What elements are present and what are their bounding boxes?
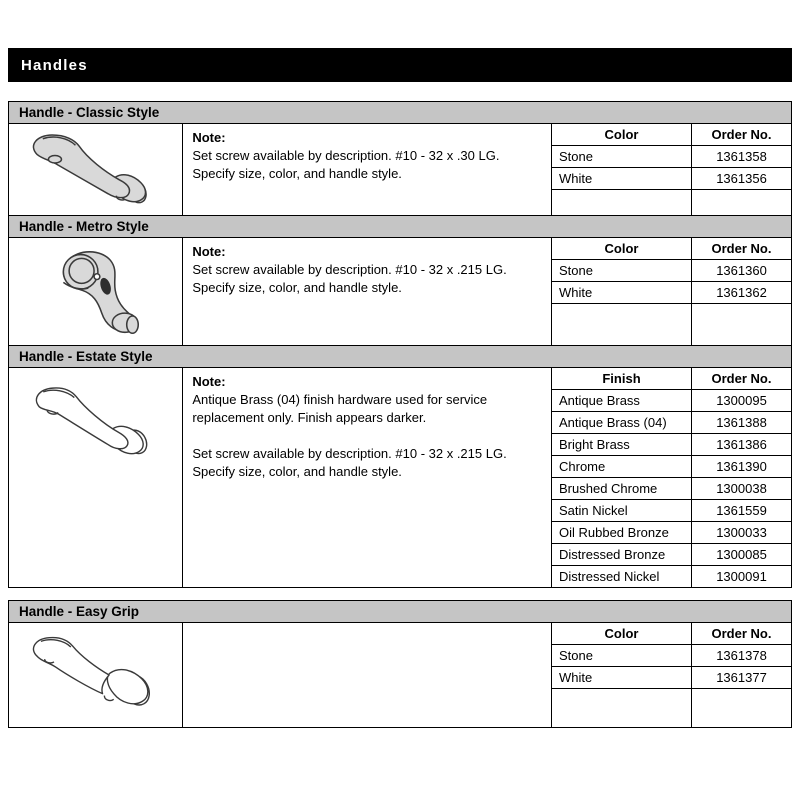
- note-text: Set screw available by description. #10 - 32 x .215 LG. Specify size, color, and handle style.: [192, 445, 507, 479]
- table-row: [552, 260, 791, 282]
- section-body: [8, 124, 792, 217]
- table-row: [552, 544, 791, 566]
- section-body: [8, 238, 792, 347]
- order-cell: 1361360: [692, 260, 791, 282]
- order-cell: 1361388: [692, 412, 791, 434]
- table-filler: [552, 304, 791, 346]
- section-body: [8, 623, 792, 728]
- note-text: Set screw available by description. #10 - 32 x .30 LG. Specify size, color, and handle style.: [192, 147, 500, 181]
- table-row: [552, 500, 791, 522]
- table-row: [552, 412, 791, 434]
- easy-grip-note-cell: [183, 623, 552, 727]
- note-text: Antique Brass (04) finish hardware used for service replacement only. Finish appears darker.: [192, 391, 488, 425]
- section-title: Handle - Metro Style: [19, 219, 149, 234]
- table-row: [552, 522, 791, 544]
- page-title-bar: [8, 48, 792, 82]
- finish-cell: Stone: [552, 146, 692, 168]
- note-text: Set screw available by description. #10 - 32 x .215 LG. Specify size, color, and handle style.: [192, 261, 507, 295]
- table-filler: [552, 190, 791, 216]
- classic-parts-table: [552, 124, 791, 216]
- order-cell: 1361356: [692, 168, 791, 190]
- estate-handle-illustration: [30, 384, 162, 462]
- table-row: [552, 667, 791, 689]
- metro-parts-table: [552, 238, 791, 346]
- metro-handle-illustration: [37, 244, 155, 340]
- order-cell: 1361362: [692, 282, 791, 304]
- table-row: [552, 566, 791, 588]
- order-cell: 1361386: [692, 434, 791, 456]
- finish-cell: White: [552, 667, 692, 689]
- section-metro-style: [8, 215, 792, 347]
- finish-cell: Bright Brass: [552, 434, 692, 456]
- order-cell: 1300095: [692, 390, 791, 412]
- order-cell: 1361390: [692, 456, 791, 478]
- finish-cell: Distressed Bronze: [552, 544, 692, 566]
- table-filler: [552, 689, 791, 727]
- column-header-color: Color: [552, 623, 692, 645]
- column-header-order: Order No.: [692, 623, 791, 645]
- section-header: [8, 101, 792, 124]
- classic-handle-image-cell: [9, 124, 183, 216]
- finish-cell: Oil Rubbed Bronze: [552, 522, 692, 544]
- table-row: [552, 146, 791, 168]
- note-label: Note:: [192, 244, 226, 259]
- order-cell: 1300085: [692, 544, 791, 566]
- metro-note-cell: [183, 238, 552, 346]
- section-header: [8, 345, 792, 368]
- order-cell: 1361358: [692, 146, 791, 168]
- column-header-color: Color: [552, 124, 692, 146]
- section-classic-style: [8, 101, 792, 217]
- table-header-row: [552, 368, 791, 390]
- section-easy-grip: [8, 600, 792, 728]
- estate-note-cell: [183, 368, 552, 587]
- section-header: [8, 600, 792, 623]
- note-label: Note:: [192, 374, 226, 389]
- easy-grip-handle-image-cell: [9, 623, 183, 727]
- finish-cell: Stone: [552, 645, 692, 667]
- classic-handle-illustration: [26, 130, 166, 210]
- table-header-row: [552, 124, 791, 146]
- order-cell: 1361377: [692, 667, 791, 689]
- table-row: [552, 282, 791, 304]
- order-cell: 1300038: [692, 478, 791, 500]
- finish-cell: Brushed Chrome: [552, 478, 692, 500]
- finish-cell: White: [552, 282, 692, 304]
- finish-cell: Antique Brass: [552, 390, 692, 412]
- column-header-color: Color: [552, 238, 692, 260]
- order-cell: 1361378: [692, 645, 791, 667]
- note-label: Note:: [192, 130, 226, 145]
- section-title: Handle - Easy Grip: [19, 604, 140, 619]
- finish-cell: Satin Nickel: [552, 500, 692, 522]
- order-cell: 1300091: [692, 566, 791, 588]
- table-header-row: [552, 238, 791, 260]
- column-header-order: Order No.: [692, 368, 791, 390]
- easy-grip-parts-table: [552, 623, 791, 727]
- finish-cell: White: [552, 168, 692, 190]
- section-title: Handle - Estate Style: [19, 349, 153, 364]
- column-header-order: Order No.: [692, 238, 791, 260]
- estate-parts-table: [552, 368, 791, 587]
- finish-cell: Stone: [552, 260, 692, 282]
- section-title: Handle - Classic Style: [19, 105, 160, 120]
- section-header: [8, 215, 792, 238]
- column-header-order: Order No.: [692, 124, 791, 146]
- column-header-finish: Finish: [552, 368, 692, 390]
- finish-cell: Distressed Nickel: [552, 566, 692, 588]
- section-estate-style: [8, 345, 792, 588]
- finish-cell: Antique Brass (04): [552, 412, 692, 434]
- finish-cell: Chrome: [552, 456, 692, 478]
- table-row: [552, 168, 791, 190]
- table-row: [552, 478, 791, 500]
- metro-handle-image-cell: [9, 238, 183, 346]
- section-body: [8, 368, 792, 588]
- order-cell: 1361559: [692, 500, 791, 522]
- classic-note-cell: [183, 124, 552, 216]
- table-row: [552, 645, 791, 667]
- order-cell: 1300033: [692, 522, 791, 544]
- table-row: [552, 434, 791, 456]
- table-row: [552, 456, 791, 478]
- easy-grip-handle-illustration: [26, 633, 166, 717]
- table-row: [552, 390, 791, 412]
- table-header-row: [552, 623, 791, 645]
- page-title: Handles: [21, 56, 88, 74]
- estate-handle-image-cell: [9, 368, 183, 587]
